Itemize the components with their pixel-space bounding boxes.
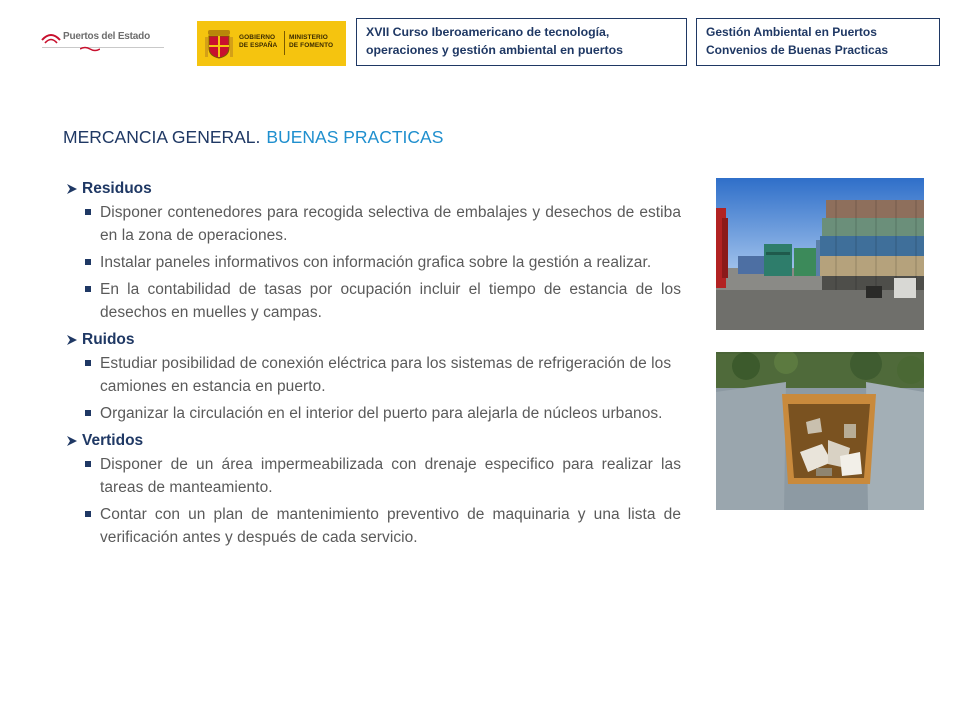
topic-line-2: Convenios de Buenas Practicas bbox=[706, 43, 889, 57]
section-heading-vertidos bbox=[65, 429, 681, 453]
square-bullet-icon bbox=[85, 360, 91, 366]
slide-title-part-2: BUENAS PRACTICAS bbox=[266, 127, 444, 147]
square-bullet-icon bbox=[85, 209, 91, 215]
logo-text: Puertos del Estado bbox=[63, 31, 150, 42]
list-item-text: Contar con un plan de mantenimiento preventivo de maquinaria y una lista de verificación antes y después de cada servicio. bbox=[100, 506, 681, 546]
course-line-1: XVII Curso Iberoamericano de tecnología, bbox=[366, 25, 610, 39]
arrow-bullet-icon bbox=[65, 182, 79, 196]
container-yard-image bbox=[716, 178, 924, 330]
list-item-text: Disponer contenedores para recogida selectiva de embalajes y desechos de estiba en la zona de operaciones. bbox=[100, 204, 681, 244]
slide-title-part-1: MERCANCIA GENERAL. bbox=[63, 127, 261, 147]
logo-separator bbox=[284, 31, 285, 55]
section-ruidos bbox=[65, 328, 681, 425]
section-heading-label: Vertidos bbox=[82, 432, 144, 449]
list-item bbox=[65, 352, 700, 398]
list-item bbox=[65, 402, 700, 425]
list-item bbox=[65, 201, 681, 247]
slide-title bbox=[63, 127, 443, 148]
topic-line-1: Gestión Ambiental en Puertos bbox=[706, 25, 877, 39]
waste-container-image bbox=[716, 352, 924, 510]
topic-title-box bbox=[696, 18, 940, 66]
logo-divider bbox=[42, 47, 164, 48]
puertos-del-estado-logo bbox=[40, 20, 166, 60]
logo-wave-icon bbox=[80, 46, 100, 52]
list-item bbox=[65, 251, 681, 274]
ministerio-label: MINISTERIO DE FOMENTO bbox=[289, 34, 334, 49]
coat-of-arms-icon bbox=[205, 28, 233, 60]
gobierno-espana-logo bbox=[197, 21, 346, 66]
square-bullet-icon bbox=[85, 461, 91, 467]
container-yard-photo bbox=[716, 178, 924, 330]
list-item-text: Instalar paneles informativos con información grafica sobre la gestión a realizar. bbox=[100, 254, 652, 271]
square-bullet-icon bbox=[85, 511, 91, 517]
puertos-logo-icon bbox=[40, 26, 62, 48]
section-heading-ruidos bbox=[65, 328, 681, 352]
square-bullet-icon bbox=[85, 286, 91, 292]
section-heading-label: Residuos bbox=[82, 180, 152, 197]
course-line-2: operaciones y gestión ambiental en puertos bbox=[366, 43, 623, 57]
section-heading-label: Ruidos bbox=[82, 331, 135, 348]
arrow-bullet-icon bbox=[65, 333, 79, 347]
list-item-text: En la contabilidad de tasas por ocupación incluir el tiempo de estancia de los desechos en muelles y campas. bbox=[100, 281, 681, 321]
arrow-bullet-icon bbox=[65, 434, 79, 448]
section-heading-residuos bbox=[65, 177, 681, 201]
gobierno-label: GOBIERNO DE ESPAÑA bbox=[239, 34, 278, 49]
square-bullet-icon bbox=[85, 410, 91, 416]
list-item bbox=[65, 453, 681, 499]
bullet-content bbox=[65, 176, 681, 553]
square-bullet-icon bbox=[85, 259, 91, 265]
list-item-text: Estudiar posibilidad de conexión eléctrica para los sistemas de refrigeración de los camiones en estancia en puerto. bbox=[100, 355, 672, 395]
list-item-text: Disponer de un área impermeabilizada con drenaje especifico para realizar las tareas de manteamiento. bbox=[100, 456, 681, 496]
list-item-text: Organizar la circulación en el interior del puerto para alejarla de núcleos urbanos. bbox=[100, 405, 663, 422]
list-item bbox=[65, 278, 681, 324]
waste-container-photo bbox=[716, 352, 924, 510]
list-item bbox=[65, 503, 681, 549]
course-title-box bbox=[356, 18, 687, 66]
